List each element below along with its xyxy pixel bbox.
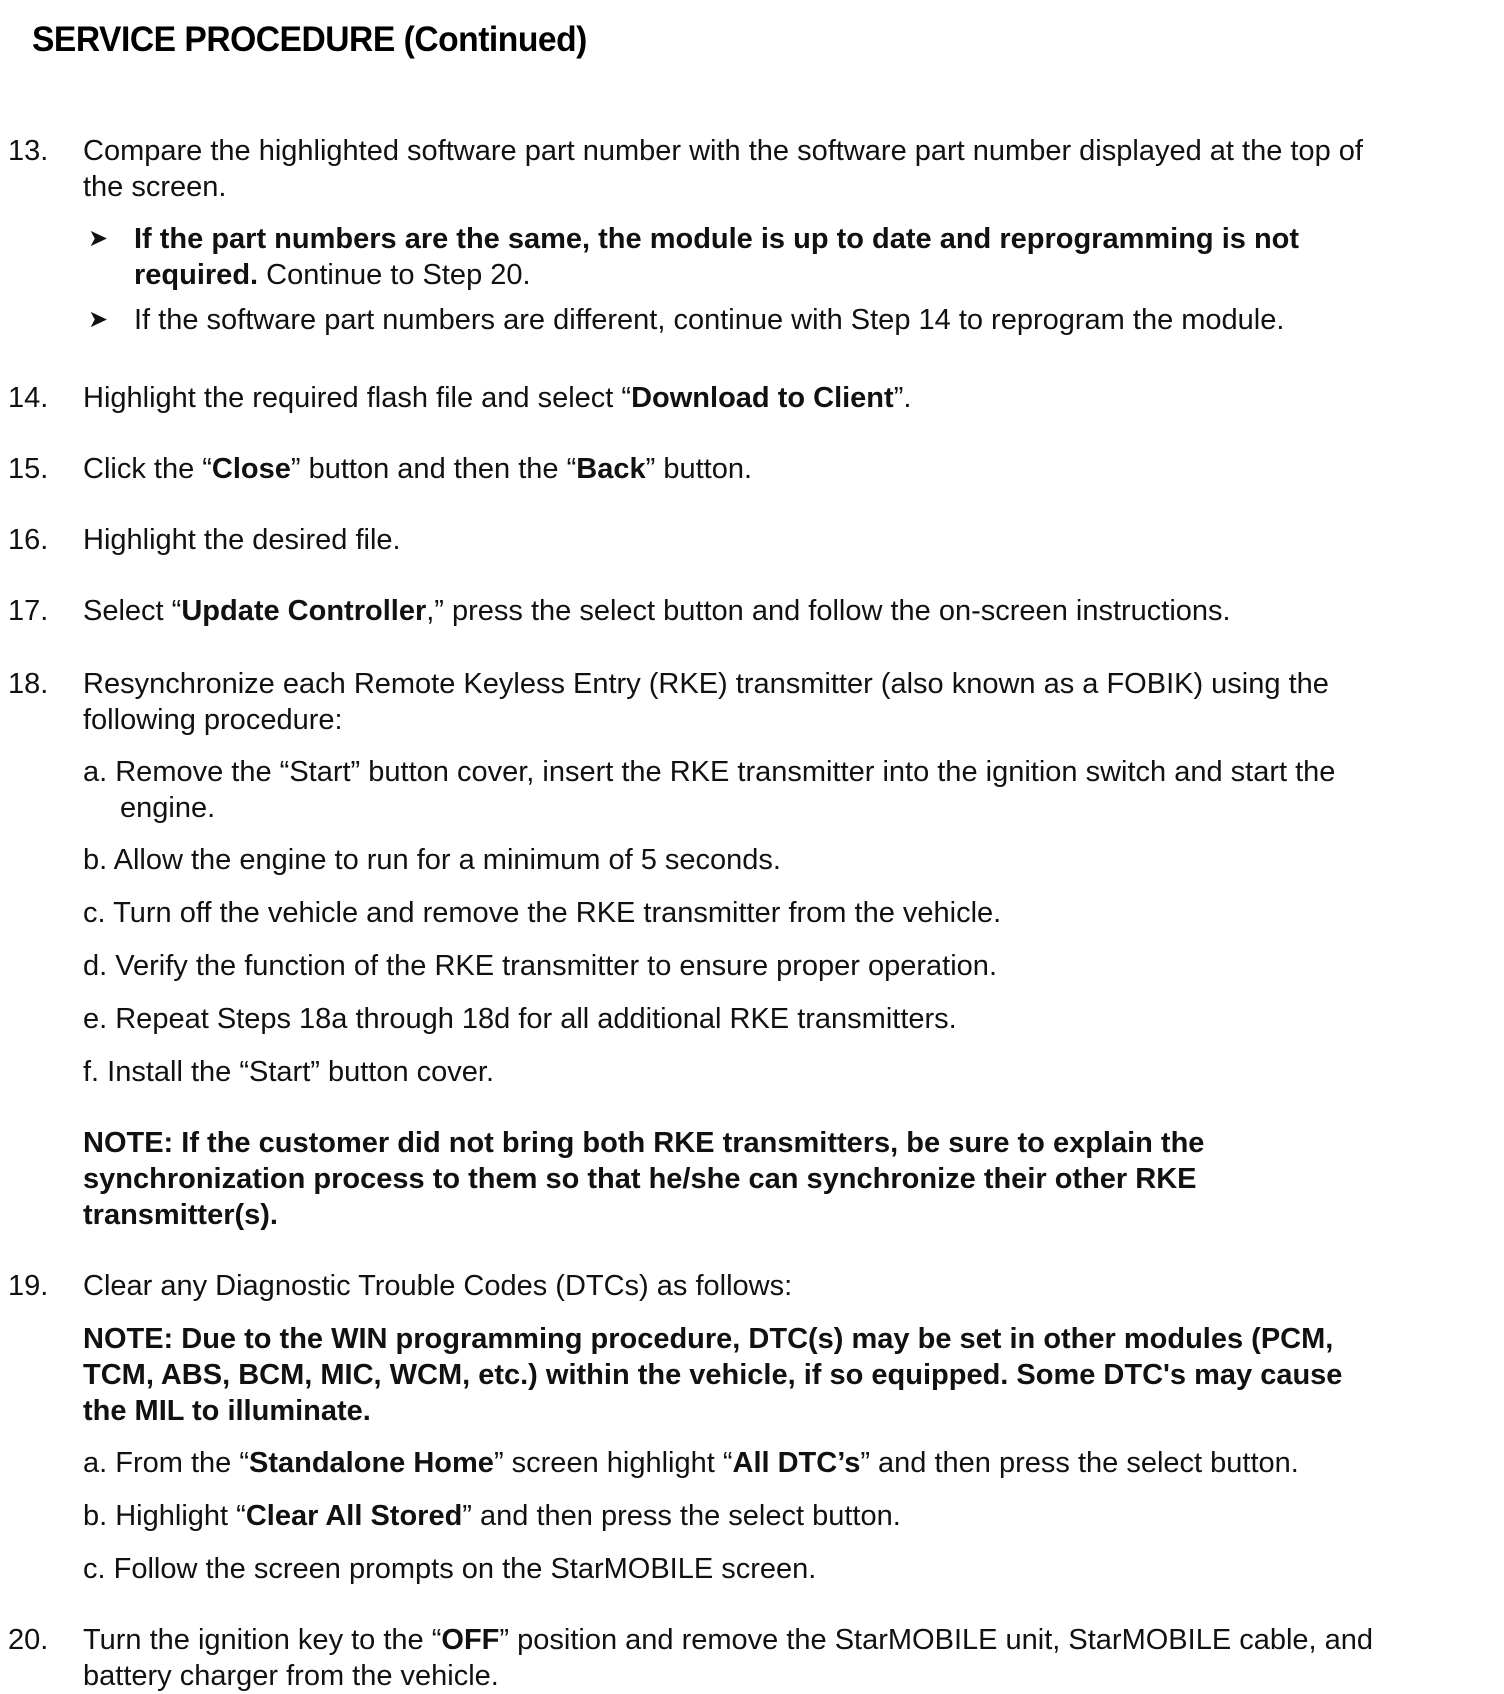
step-text: Clear any Diagnostic Trouble Codes (DTCs) as follows: [83,1270,793,1302]
step-text: Click the “ [83,453,212,485]
substep-text: ” and then press the select button. [462,1500,901,1532]
step-19 [8,1268,1488,1304]
step-number: 17. [8,595,49,627]
close-button-label: Close [211,453,291,485]
download-to-client-label: Download to Client [631,382,894,414]
bullet-bold-line-1: If the part numbers are the same, the module is up to date and reprogramming is not [134,223,1300,255]
step-number: 14. [8,382,49,414]
step-text: ” position and remove the StarMOBILE unit, StarMOBILE cable, and [499,1624,1374,1656]
note-line: transmitter(s). [83,1199,278,1231]
note-line: the MIL to illuminate. [83,1395,371,1427]
substep-text: ” screen highlight “ [493,1447,733,1479]
substep-18c: c. Turn off the vehicle and remove the RKE transmitter from the vehicle. [83,897,1002,929]
step-number: 13. [8,135,49,167]
step-number: 20. [8,1624,49,1656]
substep-text: a. Remove the “Start” button cover, insert the RKE transmitter into the ignition switch and start the [83,756,1336,788]
note-line: NOTE: If the customer did not bring both RKE transmitters, be sure to explain the [83,1127,1205,1159]
arrow-bullet-icon: ➤ [88,225,109,252]
standalone-home-label: Standalone Home [249,1447,494,1479]
substep-text: ” and then press the select button. [860,1447,1299,1479]
note-dtc [83,1321,1473,1429]
note-line: TCM, ABS, BCM, MIC, WCM, etc.) within the vehicle, if so equipped. Some DTC's may cause [83,1359,1343,1391]
step-text: Highlight the desired file. [83,524,401,556]
substep-19c: c. Follow the screen prompts on the StarMOBILE screen. [83,1553,817,1585]
step-number: 16. [8,524,49,556]
step-text: Turn the ignition key to the “ [83,1624,442,1656]
step-18-line-2: following procedure: [83,704,343,736]
step-20-line-2: battery charger from the vehicle. [83,1660,499,1692]
substep-19b [83,1498,1483,1534]
step-text: Select “ [83,595,182,627]
note-rke-transmitters [83,1125,1473,1233]
step-18-line-1: Resynchronize each Remote Keyless Entry (RKE) transmitter (also known as a FOBIK) using the [83,668,1329,700]
arrow-bullet-icon: ➤ [88,306,109,333]
step-15 [8,451,1488,487]
step-number: 18. [8,668,49,700]
bullet-tail: Continue to Step 20. [258,259,531,291]
substep-18f: f. Install the “Start” button cover. [83,1056,495,1088]
step-number: 19. [8,1270,49,1302]
step-20 [8,1622,1488,1694]
step-text: ” button. [645,453,753,485]
back-button-label: Back [576,453,646,485]
bullet-text: If the software part numbers are different, continue with Step 14 to reprogram the module. [134,304,1285,336]
note-line: NOTE: Due to the WIN programming procedure, DTC(s) may be set in other modules (PCM, [83,1323,1334,1355]
step-text: ” button and then the “ [290,453,577,485]
page-title: SERVICE PROCEDURE (Continued) [32,20,587,59]
all-dtcs-label: All DTC’s [732,1447,861,1479]
step-18 [8,666,1488,738]
substep-18d: d. Verify the function of the RKE transmitter to ensure proper operation. [83,950,997,982]
step-13-line-1: Compare the highlighted software part number with the software part number displayed at the top of [83,135,1363,167]
step-text: ,” press the select button and follow the on-screen instructions. [426,595,1231,627]
substep-text: b. Highlight “ [83,1500,246,1532]
bullet-bold-line-2: required. [134,259,259,291]
substep-19a [83,1445,1483,1481]
step-text: Highlight the required flash file and select “ [83,382,632,414]
step-17 [8,593,1488,629]
step-16 [8,522,1488,558]
step-13 [8,133,1488,205]
step-number: 15. [8,453,49,485]
substep-18a [83,754,1483,826]
update-controller-label: Update Controller [181,595,427,627]
note-line: synchronization process to them so that he/she can synchronize their other RKE [83,1163,1197,1195]
substep-text: a. From the “ [83,1447,249,1479]
step-14 [8,380,1488,416]
substep-18e: e. Repeat Steps 18a through 18d for all additional RKE transmitters. [83,1003,957,1035]
substep-18b: b. Allow the engine to run for a minimum of 5 seconds. [83,844,781,876]
step-text: ”. [893,382,912,414]
substep-text: engine. [120,792,216,824]
off-position-label: OFF [441,1624,500,1656]
step-13-line-2: the screen. [83,171,227,203]
bullet-same-part-numbers [88,221,1468,293]
bullet-different-part-numbers [88,302,1468,338]
clear-all-stored-label: Clear All Stored [245,1500,463,1532]
